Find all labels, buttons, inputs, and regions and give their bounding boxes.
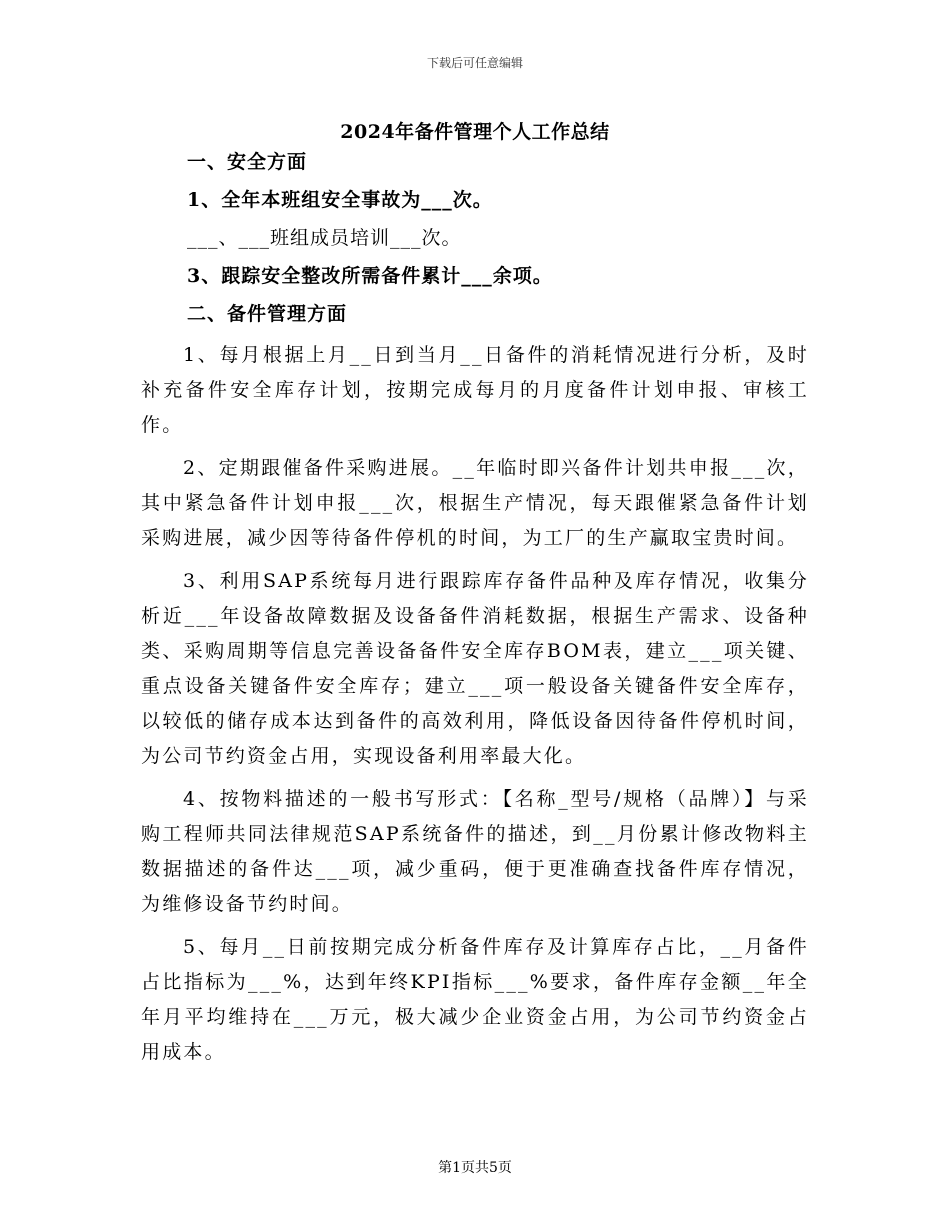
safety-item-rectification: 3、跟踪安全整改所需备件累计___余项。 <box>187 265 553 287</box>
paragraph-1: 1、每月根据上月__日到当月__日备件的消耗情况进行分析，及时补充备件安全库存计划，按期完成每月的月度备件计划申报、审核工作。 <box>141 344 809 436</box>
header-note: 下载后可任意编辑 <box>426 56 523 70</box>
section-heading-safety: 一、安全方面 <box>187 151 308 173</box>
safety-item-training: ___、___班组成员培训___次。 <box>187 227 462 249</box>
paragraph-4: 4、按物料描述的一般书写形式：【名称_型号/规格（品牌）】与采购工程师共同法律规范SAP系统备件的描述，到__月份累计修改物料主数据描述的备件达___项，减少重码，便于更准确查找备件库存情况，为维修设备节约时间。 <box>141 788 809 915</box>
paragraph-2: 2、定期跟催备件采购进展。__年临时即兴备件计划共申报___次，其中紧急备件计划申报___次，根据生产情况，每天跟催紧急备件计划采购进展，减少因等待备件停机的时间，为工厂的生产赢取宝贵时间。 <box>141 457 809 549</box>
paragraph-3: 3、利用SAP系统每月进行跟踪库存备件品种及库存情况，收集分析近___年设备故障数据及设备备件消耗数据，根据生产需求、设备种类、采购周期等信息完善设备备件安全库存BOM表，建立___项关键、重点设备关键备件安全库存；建立___项一般设备关键备件安全库存，以较低的储存成本达到备件的高效利用，降低设备因待备件停机时间，为公司节约资金占用，实现设备利用率最大化。 <box>141 570 809 767</box>
document-title: 2024年备件管理个人工作总结 <box>340 121 610 143</box>
page-number: 第1页共5页 <box>438 1160 512 1176</box>
paragraph-5: 5、每月__日前按期完成分析备件库存及计算库存占比，__月备件占比指标为___%，达到年终KPI指标___%要求，备件库存金额__年全年月平均维持在___万元，极大减少企业资金占用，为公司节约资金占用成本。 <box>141 936 809 1063</box>
document-body <box>141 148 809 1078</box>
safety-item-accidents: 1、全年本班组安全事故为___次。 <box>187 189 493 211</box>
section-heading-spare-parts: 二、备件管理方面 <box>187 303 348 325</box>
